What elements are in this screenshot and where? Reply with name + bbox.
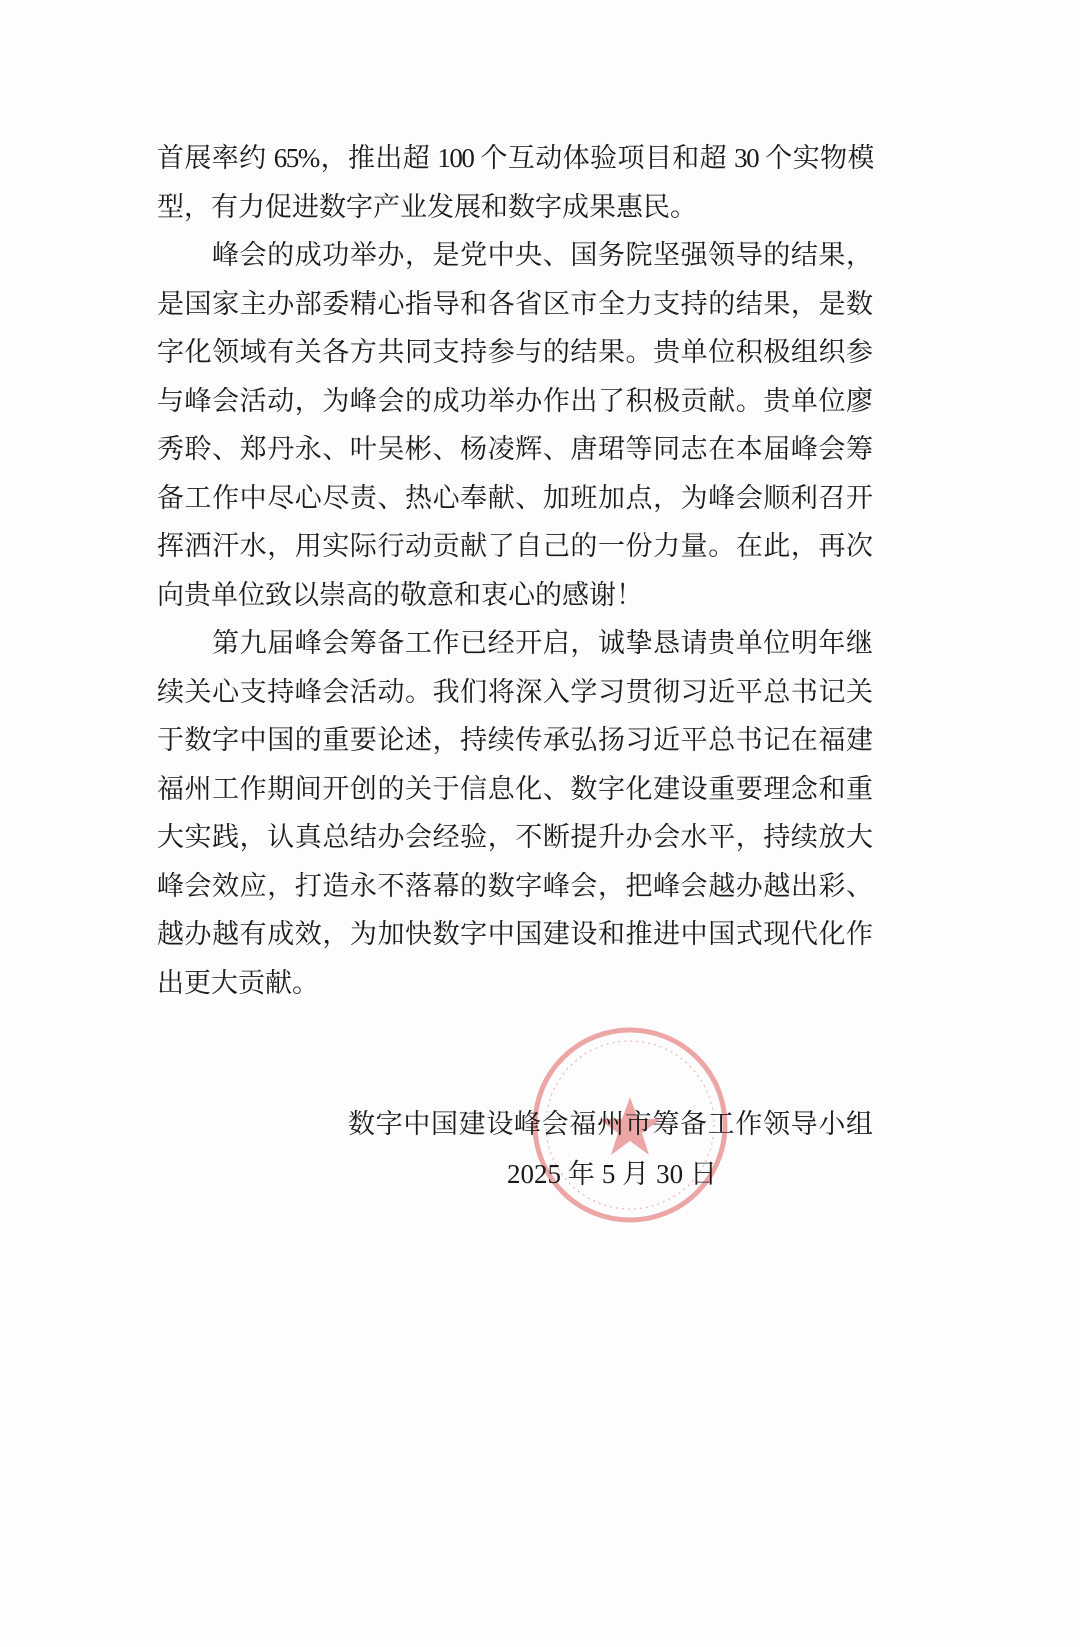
- signature-organization: 数字中国建设峰会福州市筹备工作领导小组: [348, 1109, 873, 1139]
- text-line: 越办越有成效，为加快数字中国建设和推进中国式现代化作: [157, 919, 873, 949]
- text-line: 峰会的成功举办，是党中央、国务院坚强领导的结果，: [212, 240, 873, 270]
- text-line: 备工作中尽心尽责、热心奉献、加班加点，为峰会顺利召开: [157, 482, 873, 513]
- text-line: 向贵单位致以崇高的敬意和衷心的感谢！: [157, 579, 643, 610]
- text-line: 峰会效应，打造永不落幕的数字峰会，把峰会越办越出彩、: [157, 870, 873, 901]
- text-line: 与峰会活动，为峰会的成功举办作出了积极贡献。贵单位廖: [157, 385, 873, 416]
- text-line: 续关心支持峰会活动。我们将深入学习贯彻习近平总书记关: [157, 676, 873, 707]
- text-line: 字化领域有关各方共同支持参与的结果。贵单位积极组织参: [157, 337, 873, 367]
- text-line: 首展率约 65%，推出超 100 个互动体验项目和超 30 个实物模: [157, 143, 873, 173]
- text-line: 秀聆、郑丹永、叶吴彬、杨凌辉、唐珺等同志在本届峰会筹: [157, 434, 873, 464]
- signature-date: 2025 年 5 月 30 日: [507, 1159, 717, 1189]
- text-line: 大实践，认真总结办会经验，不断提升办会水平，持续放大: [157, 822, 873, 852]
- text-line: 于数字中国的重要论述，持续传承弘扬习近平总书记在福建: [157, 725, 873, 755]
- text-line: 型，有力促进数字产业发展和数字成果惠民。: [157, 191, 697, 222]
- letter-body: [157, 134, 873, 1007]
- text-line: 是国家主办部委精心指导和各省区市全力支持的结果，是数: [157, 288, 873, 319]
- text-line: 第九届峰会筹备工作已经开启，诚挚恳请贵单位明年继: [212, 628, 873, 658]
- text-line: 福州工作期间开创的关于信息化、数字化建设重要理念和重: [157, 773, 873, 804]
- text-line: 挥洒汗水，用实际行动贡献了自己的一份力量。在此，再次: [157, 531, 873, 561]
- text-line: 出更大贡献。: [157, 967, 319, 998]
